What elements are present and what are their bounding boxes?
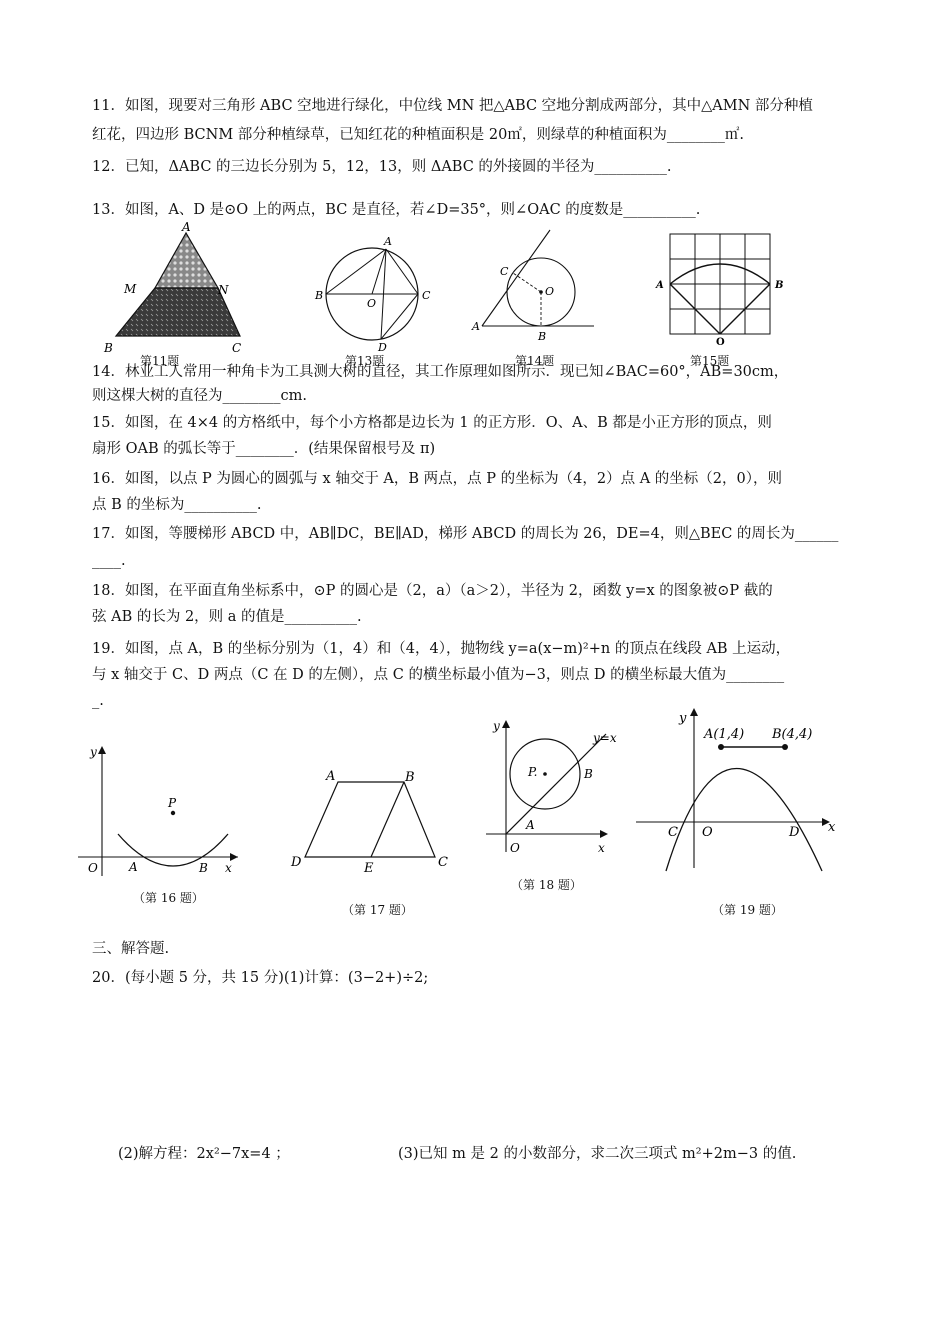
label-b: B [199, 861, 208, 875]
q17-line1: 17．如图，等腰梯形 ABCD 中，AB∥DC，BE∥AD，梯形 ABCD 的周长为 26，DE=4，则△BEC 的周长为______ [92, 526, 839, 542]
label-b: B [405, 770, 415, 785]
caption-fig14: 第14题 [515, 354, 555, 368]
figure-11 [100, 218, 250, 358]
label-a: A [472, 320, 480, 333]
label-y: y [679, 711, 687, 726]
label-b: B [538, 330, 547, 343]
q19-line1: 19．如图，点 A，B 的坐标分别为（1，4）和（4，4），抛物线 y=a(x−m)²+n 的顶点在线段 AB 上运动， [92, 641, 791, 657]
label-c: C [500, 265, 509, 278]
center-p [543, 772, 547, 776]
grid [670, 234, 770, 334]
label-d: D [378, 341, 387, 354]
label-e: E [364, 861, 374, 876]
ray-ac [482, 230, 550, 326]
label-p: P. [528, 765, 538, 779]
label-o: O [88, 861, 98, 875]
label-b: B [104, 341, 113, 355]
label-d: D [291, 855, 302, 870]
q18-line1: 18．如图，在平面直角坐标系中，⊙P 的圆心是（2，a）（a＞2），半径为 2，函数 y=x 的图象被⊙P 截的 [92, 583, 773, 599]
q20-line1: 20．(每小题 5 分，共 15 分)(1)计算：(3−2+)÷2; [92, 970, 429, 986]
figure-18 [486, 714, 626, 864]
q20-part3: (3)已知 m 是 2 的小数部分，求二次三项式 m²+2m−3 的值. [398, 1146, 797, 1162]
caption-fig18: （第 18 题） [511, 878, 582, 892]
figure-16 [78, 738, 248, 883]
point-b [782, 744, 788, 750]
label-a: A [384, 235, 392, 248]
figure-15 [650, 230, 790, 350]
label-a: A [129, 860, 138, 874]
caption-fig13: 第13题 [345, 354, 385, 368]
figure-14 [466, 222, 601, 347]
caption-fig19: （第 19 题） [712, 903, 783, 917]
label-o: O [702, 825, 713, 840]
q19-line3: _. [92, 693, 104, 709]
label-b: B [315, 289, 324, 302]
label-c: C [438, 855, 448, 870]
q15-line2: 扇形 OAB 的弧长等于________．(结果保留根号及 π) [92, 441, 436, 457]
label-o: O [510, 841, 520, 855]
label-c: C [232, 341, 242, 355]
chord-ac [386, 249, 418, 294]
parabola [666, 769, 822, 872]
q13-line1: 13．如图，A、D 是⊙O 上的两点，BC 是直径，若∠D=35°，则∠OAC 的度数是__________. [92, 202, 701, 218]
q14-line2: 则这棵大树的直径为________cm. [92, 388, 307, 404]
label-a: A [526, 818, 535, 832]
label-x: x [828, 820, 836, 835]
label-b: B [584, 767, 593, 781]
label-a: A [656, 280, 664, 291]
label-n: N [218, 283, 229, 297]
q16-line1: 16．如图，以点 P 为圆心的圆弧与 x 轴交于 A，B 两点，点 P 的坐标为（4，2）点 A 的坐标（2，0），则 [92, 471, 782, 487]
section-three-heading: 三、解答题. [92, 941, 170, 957]
trapezoid-abcd [305, 782, 435, 857]
figure-17 [288, 766, 458, 881]
label-m: M [124, 282, 137, 296]
caption-fig11: 第11题 [140, 354, 180, 368]
q17-line2: ____. [92, 553, 126, 569]
q16-line2: 点 B 的坐标为__________. [92, 497, 262, 513]
triangle-amn [155, 233, 218, 288]
label-p: P [168, 796, 177, 810]
q12-line1: 12．已知，ΔABC 的三边长分别为 5，12，13，则 ΔABC 的外接圆的半径为__________. [92, 159, 672, 175]
point-p [171, 811, 175, 815]
q18-line2: 弦 AB 的长为 2，则 a 的值是__________. [92, 609, 362, 625]
label-o: O [716, 337, 725, 348]
label-b: B(4,4) [772, 727, 813, 742]
label-y: y [90, 745, 97, 759]
q20-part2: (2)解方程：2x²−7x=4 ； [118, 1146, 290, 1162]
caption-fig15: 第15题 [690, 354, 730, 368]
label-o: O [367, 297, 377, 310]
point-a [718, 744, 724, 750]
figure-19 [632, 706, 847, 876]
label-a: A(1,4) [704, 727, 745, 742]
label-c: C [668, 825, 678, 840]
caption-fig17: （第 17 题） [342, 903, 413, 917]
chord-ab [326, 249, 386, 294]
center-o [539, 290, 543, 294]
label-x: x [598, 841, 605, 855]
q19-line2: 与 x 轴交于 C、D 两点（C 在 D 的左侧），点 C 的横坐标最小值为−3，则点 D 的横坐标最大值为________ [92, 667, 785, 683]
q11-line2: 红花，四边形 BCNM 部分种植绿草，已知红花的种植面积是 20㎡，则绿草的种植面积为________㎡. [92, 127, 744, 143]
label-b: B [775, 280, 784, 291]
figure-13 [315, 232, 435, 352]
caption-fig16: （第 16 题） [133, 891, 204, 905]
label-a: A [326, 769, 336, 784]
label-y: y [493, 719, 500, 733]
label-c: C [422, 289, 431, 302]
segment-be [371, 782, 404, 857]
label-x: x [225, 861, 232, 875]
label-d: D [789, 825, 800, 840]
label-a: A [182, 220, 191, 234]
label-line: y=x [593, 731, 617, 745]
q11-line1: 11．如图，现要对三角形 ABC 空地进行绿化，中位线 MN 把△ABC 空地分割成两部分，其中△AMN 部分种植 [92, 98, 813, 114]
q15-line1: 15．如图，在 4×4 的方格纸中，每个小方格都是边长为 1 的正方形．O、A、B 都是小正方形的顶点，则 [92, 415, 772, 431]
label-o: O [545, 285, 555, 298]
q14-line1: 14．林业工人常用一种角卡为工具测大树的直径，其工作原理如图所示．现已知∠BAC=60°，AB=30cm， [92, 364, 789, 380]
